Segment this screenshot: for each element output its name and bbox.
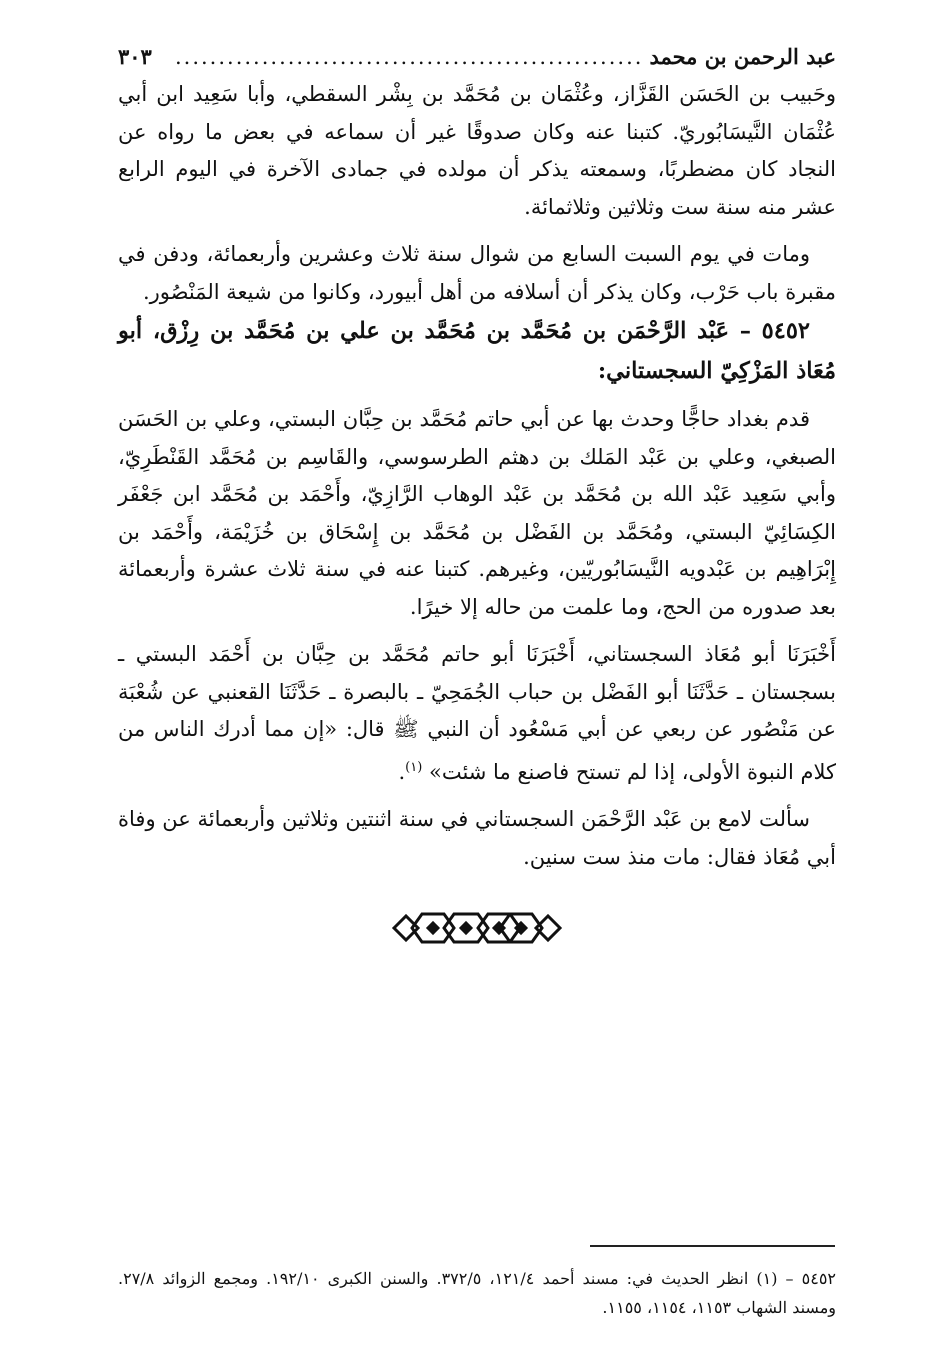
paragraph-5: سألت لامع بن عَبْد الرَّحْمَن السجستاني في سنة اثنتين وثلاثين وأربعمائة عن وفاة أبي مُعَاذ فقال: مات منذ ست سنين. [118, 807, 836, 869]
hadith-text: أَخْبَرَنَا أبو مُعَاذ السجستاني، أَخْبَرَنَا أبو حاتم مُحَمَّد بن حِبَّان بن أَحْمَد البستي ـ بسجستان ـ حَدَّثَنَا أبو الفَضْل بن حباب الجُمَحِيّ ـ بالبصرة ـ حَدَّثَنَا القعنبي عن شُعْبَة عن مَنْصُور عن ربعي عن أبي مَسْعُود أن النبي ﷺ قال: «إن مما أدرك الناس من كلام النبوة الأولى، إذا لم تستح فاصنع ما شئت» [118, 642, 836, 784]
ornament-icon [392, 906, 562, 950]
running-header [118, 40, 836, 76]
paragraph-2: ومات في يوم السبت السابع من شوال سنة ثلاث وعشرين وأربعمائة، ودفن في مقبرة باب حَرْب، وكان يذكر أن أسلافه من أهل أبيورد، وكانوا من شيعة المَنْصُور. [118, 242, 836, 304]
page-number: ٣٠٣ [118, 44, 152, 69]
leader-dots: ...................................................... [174, 45, 644, 69]
footnote: ٥٤٥٢ – (١) انظر الحديث في: مسند أحمد ١٢١/٤، ٣٧٢/٥. والسنن الكبرى ١٩٢/١٠. ومجمع الزوائد ٢٧/٨. ومسند الشهاب ١١٥٣، ١١٥٤، ١١٥٥. [118, 1269, 837, 1317]
page-body [118, 40, 836, 950]
entry-title: ٥٤٥٢ – عَبْد الرَّحْمَن بن مُحَمَّد بن مُحَمَّد بن علي بن مُحَمَّد بن رِزْق، أبو مُعَاذ المَزْكِيّ السجستاني: [118, 318, 836, 384]
paragraph-3: قدم بغداد حاجًّا وحدث بها عن أبي حاتم مُحَمَّد بن حِبَّان البستي، وعلي بن الحَسَن الصبغي، وعلي بن عَبْد المَلك بن دهثم الطرسوسي، والقَاسِم بن مُحَمَّد القَنْطَرِيّ، وأبي سَعِيد عَبْد الله بن مُحَمَّد بن عَبْد الوهاب الرَّازِيّ، وأَحْمَد بن مُحَمَّد ابن جَعْفَر الكِسَائِيّ البستي، ومُحَمَّد بن الفَضْل بن مُحَمَّد بن إِسْحَاق بن خُزَيْمَة، وأَحْمَد بن إِبْرَاهِيم بن عَبْدويه النَّيسَابُوريّين، وغيرهم. كتبنا عنه في سنة ثلاث عشرة وأربعمائة بعد صدوره من الحج، وما علمت من حاله إلا خيرًا. [118, 407, 836, 619]
footnote-rule [590, 1245, 835, 1247]
footnote-ref: (١) [405, 759, 423, 775]
paragraph-1: وحَبيب بن الحَسَن القَزَّاز، وعُثْمَان بن مُحَمَّد بن بِشْر السقطي، وأبا سَعِيد ابن أبي عُثْمَان النَّيسَابُوريّ. كتبنا عنه وكان صدوقًا غير أن سماعه في بعض ما رواه عن النجاد كان مضطربًا، وسمعته يذكر أن مولده في جمادى الآخرة في اليوم الرابع عشر منه سنة ست وثلاثين وثلاثمائة. [118, 82, 836, 219]
ornament-divider [118, 906, 836, 950]
running-title: عبد الرحمن بن محمد [649, 44, 836, 69]
paragraph-4: أَخْبَرَنَا أبو مُعَاذ السجستاني، أَخْبَرَنَا أبو حاتم مُحَمَّد بن حِبَّان بن أَحْمَد البستي ـ بسجستان ـ حَدَّثَنَا أبو الفَضْل بن حباب الجُمَحِيّ ـ بالبصرة ـ حَدَّثَنَا القعنبي عن شُعْبَة عن مَنْصُور عن ربعي عن أبي مَسْعُود أن النبي ﷺ قال: «إن مما أدرك الناس من كلام النبوة الأولى، إذا لم تستح فاصنع ما شئت» $^{(١)}$. [118, 642, 836, 784]
